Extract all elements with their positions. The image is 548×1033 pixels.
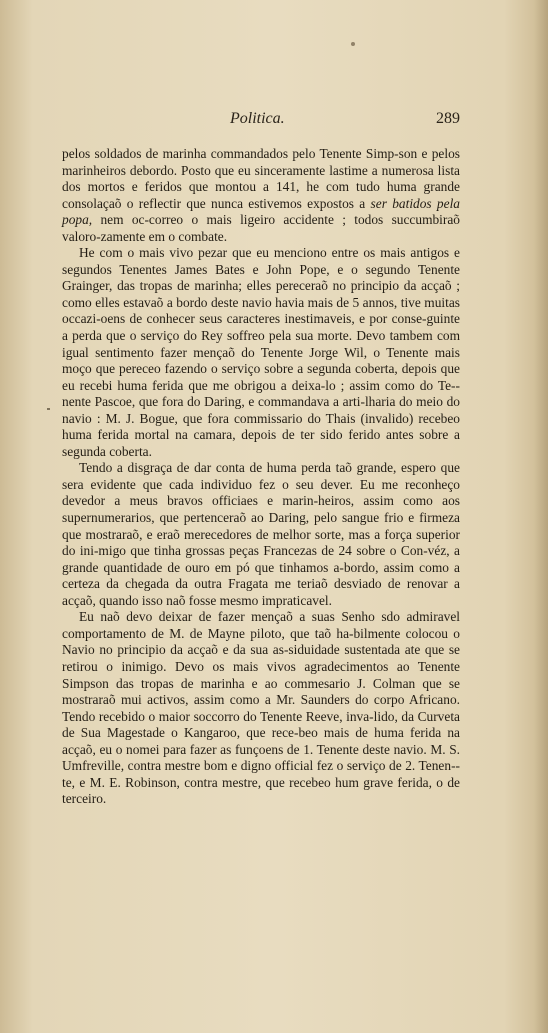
paragraph-4: Eu naõ devo deixar de fazer mençaõ a suas Senho sdo admiravel comportamento de M. de Mayne piloto, que taõ ha-bilmente colocou o Navio no principio da acçaõ e da sua as-siduidade sustentada ate que se retirou o inimigo. Devo os mais vivos agradecimentos ao Tenente Simpson das tropas de marinha e ao commesario J. Colman que se mostraraõ mui activos, assim como a Mr. Saunders do corpo Africano. Tendo recebido o maior soccorro do Tenente Reeve, inva-lido, da Curveta de Sua Magestade o Kangaroo, que rece-beo mais de huma ferida na acçaõ, eu o nomei para fazer as funçoens de 1. Tenente deste navio. M. S. Umfreville, contra mestre bom e digno official fez o serviço de 2. Tenen-te, e M. E. Robinson, contra mestre, que recebeo hum grave ferida, o de terceiro. bbox=[62, 609, 460, 807]
page-header bbox=[60, 110, 460, 132]
margin-mark bbox=[47, 408, 50, 410]
body-text bbox=[62, 146, 460, 808]
paragraph-1-text-a: pelos soldados de marinha commandados pelo Tenente Simp-son e pelos marinheiros debordo. Posto que eu sinceramente lastime a numerosa lista dos mortos e feridos que montou a 141, he com tudo huma grande consolaçaõ o reflectir que nunca estivemos expostos a bbox=[62, 146, 460, 211]
running-title: Politica. bbox=[230, 110, 285, 127]
paragraph-1-text-b: nem oc-correo o mais ligeiro accidente ; todos succumbiraõ valoro-zamente em o combate. bbox=[62, 212, 460, 244]
paragraph-2: He com o mais vivo pezar que eu menciono entre os mais antigos e segundos Tenentes James Bates e John Pope, e o segundo Tenente Grainger, das tropas de marinha; elles pereceraõ no principio da acçaõ ; como elles estavaõ a bordo deste navio havia mais de 5 annos, tive muitas occazi-oens de conhecer seus caracteres inestimaveis, e por conse-guinte a perda que o serviço do Rey soffreo pela sua morte. Devo tambem com igual sentimento fazer mençaõ do Tenente Jorge Wil, o Tenente mais moço que pereceo fazendo o serviço sobre a segunda coberta, depois que eu recebi huma ferida que me obrigou a deixa-lo ; assim como do Te-nente Pascoe, que fora do Daring, e commandava a arti-lharia do meio do navio : M. J. Bogue, que fora commissario do Thais (invalido) recebeo huma ferida mortal na camara, depois de ter sido ferido antes sobre a segunda coberta. bbox=[62, 245, 460, 459]
ink-spot bbox=[351, 42, 355, 46]
italic-phrase: ser batidos pela popa, bbox=[62, 195, 460, 228]
paragraph-1 bbox=[62, 146, 460, 245]
paragraph-3: Tendo a disgraça de dar conta de huma perda taõ grande, espero que sera evidente que cada individuo fez o seu dever. Eu me reconheço devedor a meus bravos officiaes e marin-heiros, assim como aos supernumerarios, que pertenceraõ ao Daring, pelo sangue frio e firmeza que mostraraõ, e eraõ merecedores de melhor sorte, mas a força superior do ini-migo que tinha grossas peças Francezas de 24 sobre o Con-véz, a grande quantidade de ouro em pó que tinhamos a-bordo, assim como a certeza da chegada da outra Fragata me teriaõ desviado de renovar a acçaõ, quando isso naõ fosse mesmo impraticavel. bbox=[62, 460, 460, 608]
page-number: 289 bbox=[436, 110, 460, 127]
